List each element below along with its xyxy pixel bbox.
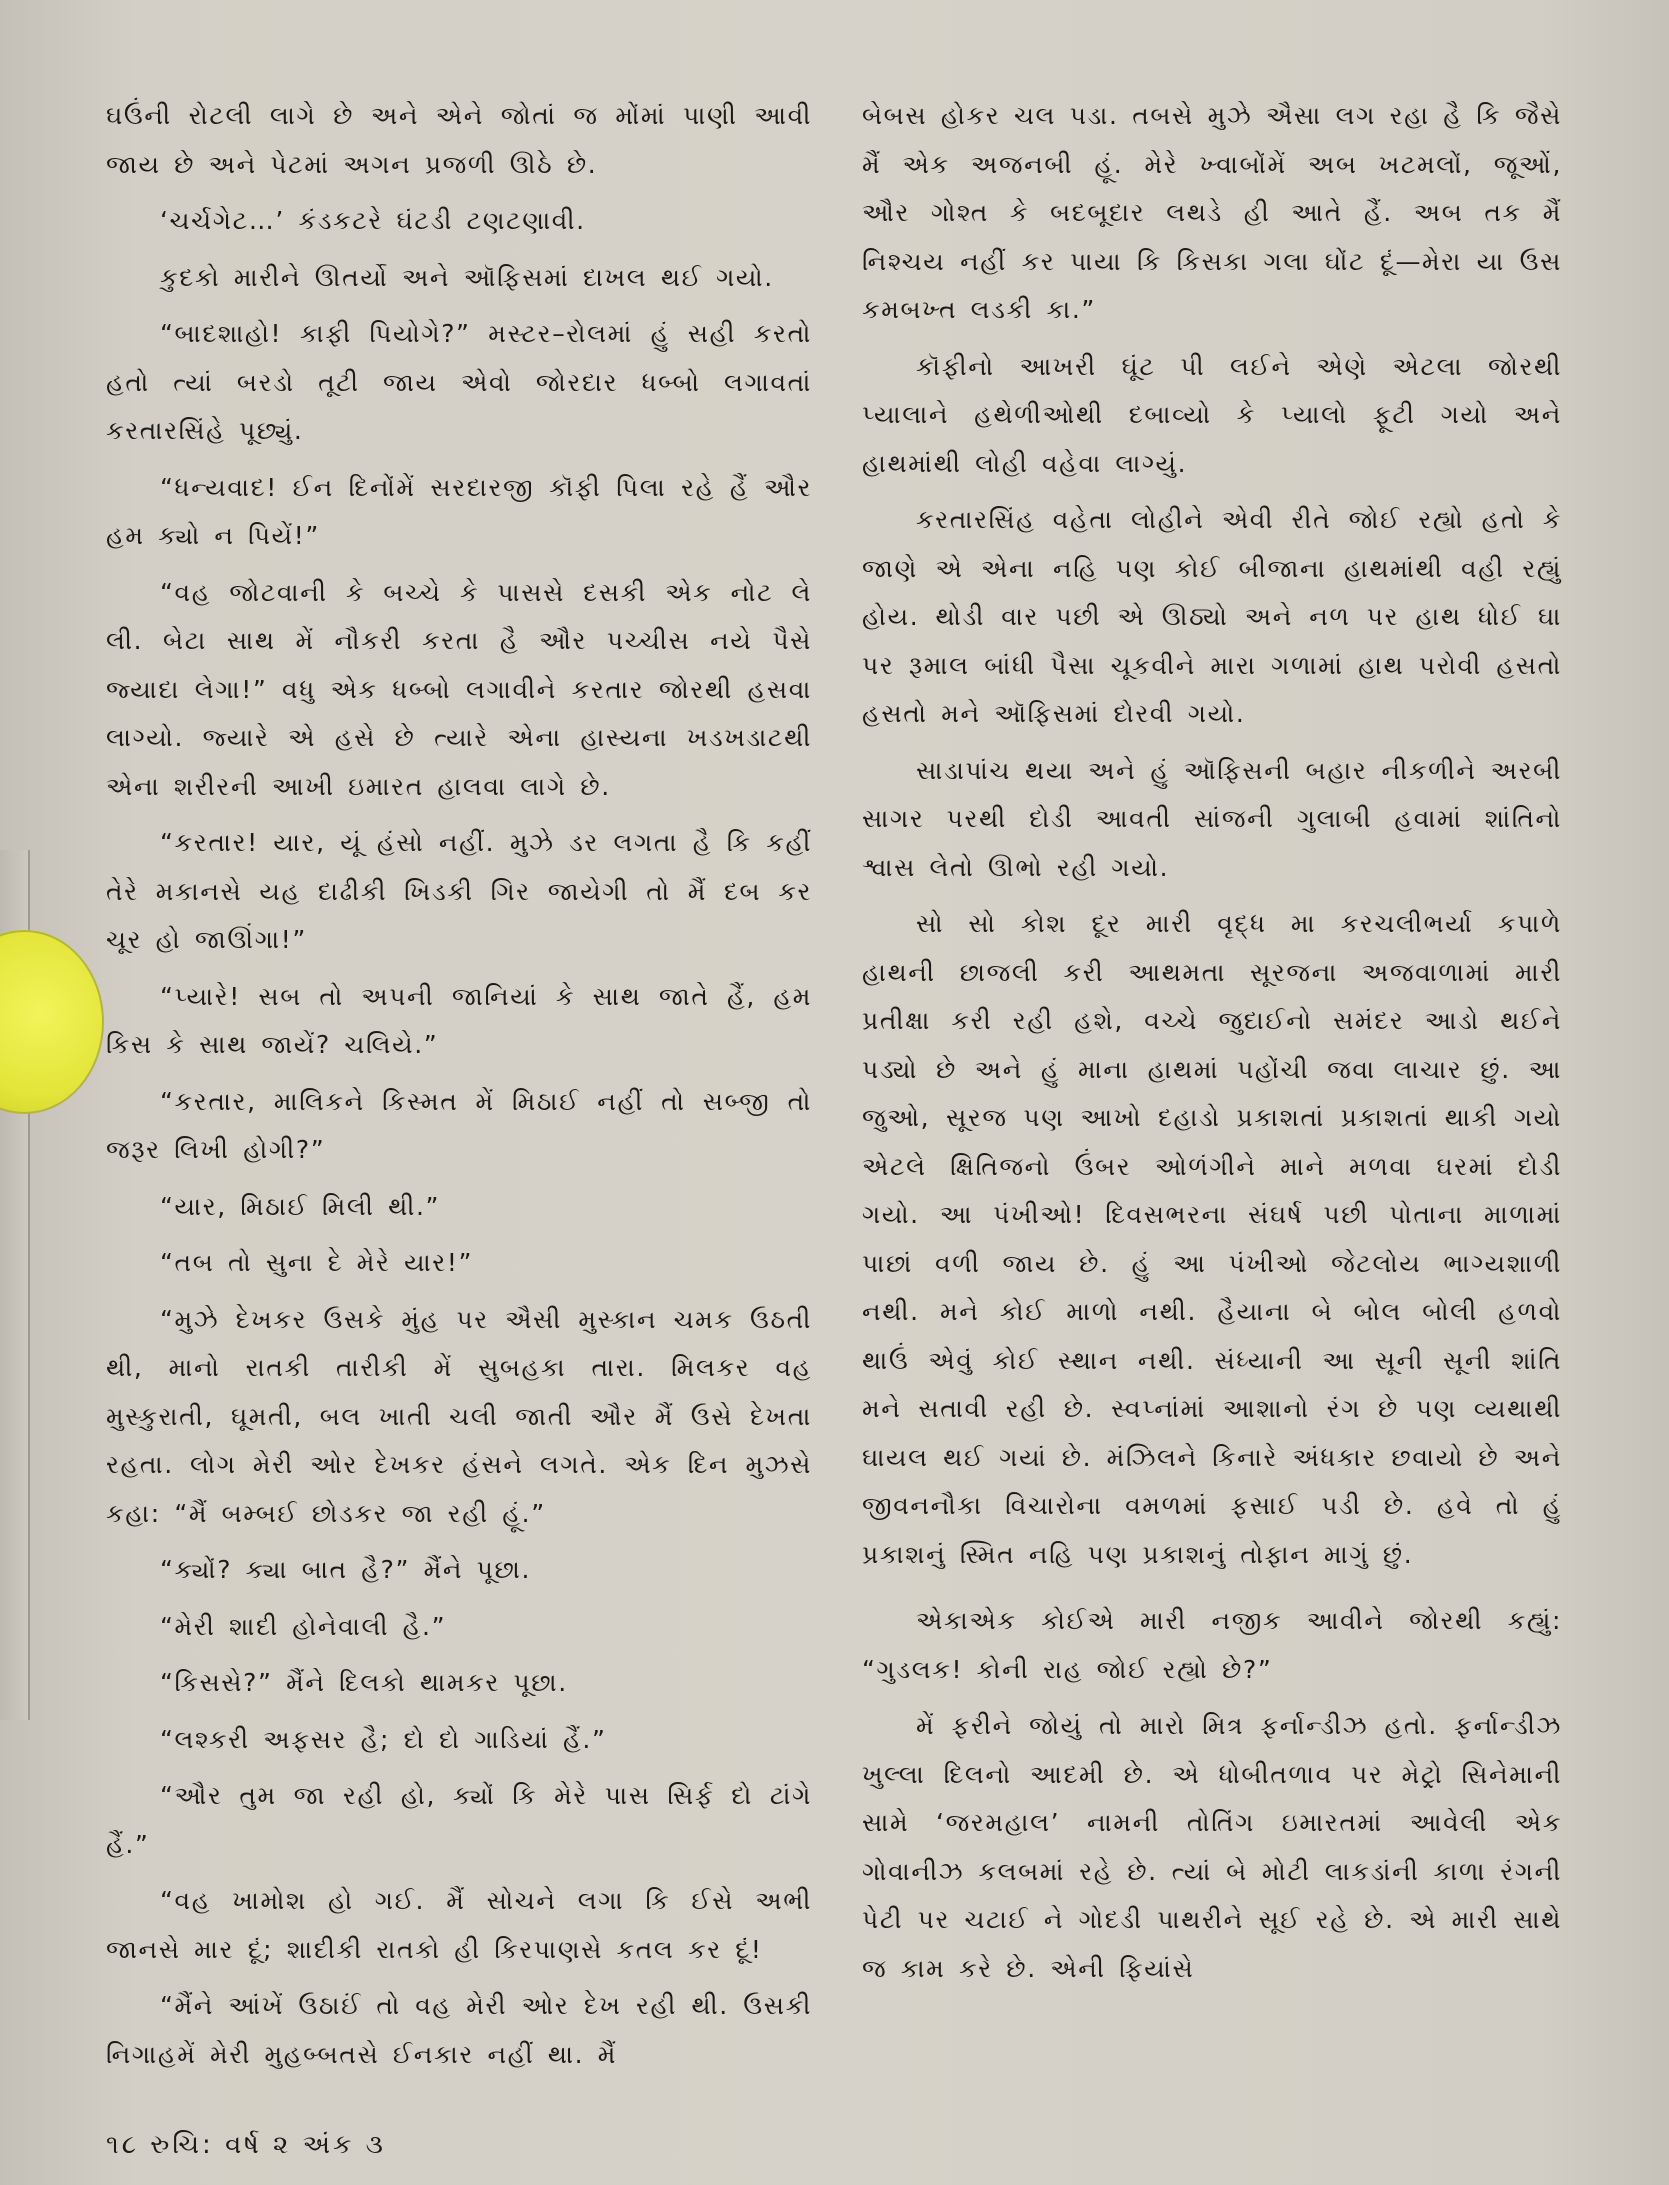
paragraph: “કરતાર! યાર, યૂં હંસો નહીં. મુઝે ડર લગતા હૈ કિ કહીં તેરે મકાનસે યહ દાઢીકી ખિડકી ગિર જાયેગી તો મૈં દબ કર ચૂર હો જાઊંગા!” bbox=[106, 828, 812, 954]
paragraph: બેબસ હોકર ચલ પડા. તબસે મુઝે ઐસા લગ રહા હૈ કિ જૈસે મૈં એક અજનબી હૂં. મેરે ખ્વાબોંમેં અબ ખટમલોં, જૂઓં, ઔર ગોશ્ત કે બદબૂદાર લથડે હી આતે હૈં. અબ તક મૈં નિશ્ચય નહીં કર પાયા કિ કિસકા ગલા ઘોંટ દૂં—મેરા યા ઉસ કમબખ્ત લડકી કા.” bbox=[862, 101, 1562, 324]
paragraph: “પ્યારે! સબ તો અપની જાનિયાં કે સાથ જાતે હૈં, હમ કિસ કે સાથ જાયેં? ચલિયે.” bbox=[106, 981, 812, 1059]
paragraph: “વહ ખામોશ હો ગઈ. મૈં સોચને લગા કિ ઈસે અભી જાનસે માર દૂં; શાદીકી રાતકો હી કિરપાણસે કતલ કર દૂં! bbox=[106, 1886, 812, 1964]
paragraph: “મુઝે દેખકર ઉસકે મુંહ પર ઐસી મુસ્કાન ચમક ઉઠતી થી, માનો રાતકી તારીકી મેં સુબહકા તારા. મિલકર વહ મુસ્કુરાતી, ઘૂમતી, બલ ખાતી ચલી જાતી ઔર મૈં ઉસે દેખતા રહતા. લોગ મેરી ઓર દેખકર હંસને લગતે. એક દિન મુઝસે કહા: “મૈં બમ્બઈ છોડકર જા રહી હૂં.” bbox=[106, 1304, 812, 1528]
paragraph: કૉફીનો આખરી ઘૂંટ પી લઈને એણે એટલા જોરથી પ્યાલાને હથેળીઓથી દબાવ્યો કે પ્યાલો ફૂટી ગયો અને હાથમાંથી લોહી વહેવા લાગ્યું. bbox=[862, 351, 1562, 478]
page-footer: ૧૮ રુચિ: વર્ષ ૨ અંક ૩ bbox=[106, 2130, 386, 2160]
paragraph: “વહ જોટવાની કે બચ્ચે કે પાસસે દસકી એક નોટ લે લી. બેટા સાથ મેં નૌકરી કરતા હૈ ઔર પચ્ચીસ નયે પૈસે જ્યાદા લેગા!” વધુ એક ધબ્બો લગાવીને કરતાર જોરથી હસવા લાગ્યો. જ્યારે એ હસે છે ત્યારે એના હાસ્યના ખડખડાટથી એના શરીરની આખી ઇમારત હાલવા લાગે છે. bbox=[106, 577, 812, 801]
paragraph: “ક્યોં? ક્યા બાત હૈ?” મૈંને પૂછા. bbox=[160, 1555, 532, 1584]
paragraph: “કિસસે?” મૈંને દિલકો થામકર પૂછા. bbox=[160, 1668, 568, 1697]
paragraph: “લશ્કરી અફસર હૈ; દો દો ગાડિયાં હૈં.” bbox=[160, 1724, 607, 1754]
paragraph: ‘ચર્ચગેટ…’ કંડકટરે ઘંટડી ટણટણાવી. bbox=[160, 206, 586, 235]
paragraph: “બાદશાહો! કાફી પિયોગે?” મસ્ટર–રોલમાં હું સહી કરતો હતો ત્યાં બરડો તૂટી જાય એવો જોરદાર ધબ્બો લગાવતાં કરતારસિંહે પૂછ્યું. bbox=[106, 319, 812, 445]
paragraph: સો સો કોશ દૂર મારી વૃદ્ધ મા કરચલીભર્યા કપાળે હાથની છાજલી કરી આથમતા સૂરજના અજવાળામાં મારી પ્રતીક્ષા કરી રહી હશે, વચ્ચે જુદાઈનો સમંદર આડો થઈને પડ્યો છે અને હું માના હાથમાં પહોંચી જવા લાચાર છું. આ જુઓ, સૂરજ પણ આખો દહાડો પ્રકાશતાં પ્રકાશતાં થાકી ગયો એટલે ક્ષિતિજનો ઉંબર ઓળંગીને માને મળવા ઘરમાં દોડી ગયો. આ પંખીઓ! દિવસભરના સંઘર્ષ પછી પોતાના માળામાં પાછાં વળી જાય છે. હું આ પંખીઓ જેટલોય ભાગ્યશાળી નથી. મને કોઈ માળો નથી. હૈયાના બે બોલ બોલી હળવો થાઉં એવું કોઈ સ્થાન નથી. સંધ્યાની આ સૂની સૂની શાંતિ મને સતાવી રહી છે. સ્વપ્નાંમાં આશાનો રંગ છે પણ વ્યથાથી ઘાયલ થઈ ગયાં છે. મંઝિલને કિનારે અંધકાર છવાયો છે અને જીવનનૌકા વિચારોના વમળમાં ફસાઈ પડી છે. હવે તો હું પ્રકાશનું સ્મિત નહિ પણ પ્રકાશનું તોફાન માગું છું. bbox=[862, 909, 1562, 1569]
paragraph: “મેરી શાદી હોનેવાલી હૈ.” bbox=[160, 1611, 447, 1641]
paragraph: “યાર, મિઠાઈ મિલી થી.” bbox=[160, 1191, 441, 1221]
paragraph: કરતારસિંહ વહેતા લોહીને એવી રીતે જોઈ રહ્યો હતો કે જાણે એ એના નહિ પણ કોઈ બીજાના હાથમાંથી વહી રહ્યું હોય. થોડી વાર પછી એ ઊઠ્યો અને નળ પર હાથ ધોઈ ઘા પર રૂમાલ બાંધી પૈસા ચૂકવીને મારા ગળામાં હાથ પરોવી હસતો હસતો મને ઑફિસમાં દોરવી ગયો. bbox=[862, 505, 1562, 728]
paragraph: મેં ફરીને જોયું તો મારો મિત્ર ફર્નાન્ડીઝ હતો. ફર્નાન્ડીઝ ખુલ્લા દિલનો આદમી છે. એ ધોબીતળાવ પર મેટ્રો સિનેમાની સામે ‘જરમહાલ’ નામની તોતિંગ ઇમારતમાં આવેલી એક ગોવાનીઝ કલબમાં રહે છે. ત્યાં બે મોટી લાકડાંની કાળા રંગની પેટી પર ચટાઈ ને ગોદડી પાથરીને સૂઈ રહે છે. એ મારી સાથે જ કામ કરે છે. એની ફિયાંસે bbox=[862, 1711, 1562, 1983]
right-column bbox=[862, 92, 1562, 2042]
yellow-tab-sticker bbox=[0, 930, 104, 1114]
paragraph: “તબ તો સુના દે મેરે યાર!” bbox=[160, 1248, 474, 1277]
paragraph: “ઔર તુમ જા રહી હો, ક્યોં કિ મેરે પાસ સિર્ફ દો ટાંગે હૈં.” bbox=[106, 1781, 812, 1859]
paragraph: સાડાપાંચ થયા અને હું ઑફિસની બહાર નીકળીને અરબી સાગર પરથી દોડી આવતી સાંજની ગુલાબી હવામાં શાંતિનો શ્વાસ લેતો ઊભો રહી ગયો. bbox=[862, 755, 1562, 882]
paragraph: એકાએક કોઈએ મારી નજીક આવીને જોરથી કહ્યું: “ગુડલક! કોની રાહ જોઈ રહ્યો છે?” bbox=[862, 1606, 1562, 1684]
paragraph: કુદકો મારીને ઊતર્યો અને ઑફિસમાં દાખલ થઈ ગયો. bbox=[160, 262, 774, 292]
paragraph: “કરતાર, માલિકને કિસ્મત મેં મિઠાઈ નહીં તો સબ્જી તો જરૂર લિખી હોગી?” bbox=[106, 1086, 812, 1164]
left-column bbox=[106, 92, 812, 2069]
paragraph: ઘઉંની રોટલી લાગે છે અને એને જોતાં જ મોંમાં પાણી આવી જાય છે અને પેટમાં અગન પ્રજળી ઊઠે છે. bbox=[106, 101, 812, 179]
paragraph: “ધન્યવાદ! ઈન દિનોંમેં સરદારજી કૉફી પિલા રહે હૈં ઔર હમ ક્યો ન પિયેં!” bbox=[106, 472, 812, 550]
paragraph: “મૈંને આંખેં ઉઠાઈં તો વહ મેરી ઓર દેખ રહી થી. ઉસકી નિગાહમેં મેરી મુહબ્બતસે ઈનકાર નહીં થા. મૈં bbox=[106, 1991, 812, 2069]
